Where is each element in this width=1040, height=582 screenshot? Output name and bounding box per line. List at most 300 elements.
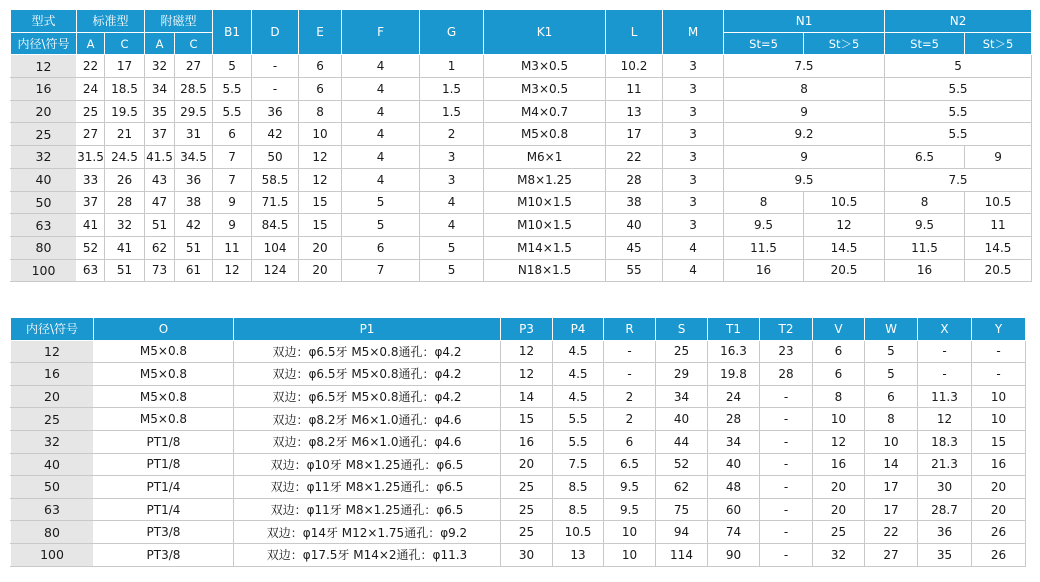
table-cell: 1	[420, 55, 484, 78]
table-cell: 12	[213, 259, 252, 282]
table-cell: 3	[663, 100, 724, 123]
table-cell: 5.5	[885, 100, 1032, 123]
table-cell: 20	[813, 498, 865, 521]
table-cell: -	[918, 363, 972, 386]
table-row	[11, 100, 1032, 123]
table-cell: 20	[813, 476, 865, 499]
table-cell: 14.5	[804, 236, 885, 259]
table-cell: 10	[972, 408, 1026, 431]
table-cell: 75	[656, 498, 708, 521]
table-cell: -	[604, 340, 656, 363]
table-cell: 10.5	[804, 191, 885, 214]
table-cell: 28	[105, 191, 145, 214]
table-cell: 28	[708, 408, 760, 431]
table-cell: 3	[420, 168, 484, 191]
table-cell: -	[760, 543, 813, 566]
table-cell: 双边：φ6.5牙 M5×0.8通孔：φ4.2	[234, 385, 501, 408]
table-cell: 12	[804, 214, 885, 237]
table-cell: 104	[252, 236, 299, 259]
bore-cell: 63	[11, 214, 77, 237]
table-cell: 8.5	[553, 498, 604, 521]
table-cell: 27	[77, 123, 105, 146]
table-cell: 38	[175, 191, 213, 214]
table-cell: -	[604, 363, 656, 386]
header-l: L	[606, 10, 663, 55]
table-cell: 28.5	[175, 78, 213, 101]
table-cell: 15	[501, 408, 553, 431]
table-row	[11, 55, 1032, 78]
table-cell: 32	[813, 543, 865, 566]
table-cell: 5	[213, 55, 252, 78]
header-bore: 内径\符号	[11, 32, 77, 55]
table-cell: 41.5	[145, 146, 175, 169]
table-cell: 12	[501, 340, 553, 363]
table-cell: 52	[77, 236, 105, 259]
bore-cell: 50	[11, 191, 77, 214]
table-cell: 25	[813, 521, 865, 544]
header-p4: P4	[553, 318, 604, 341]
table-cell: 10	[972, 385, 1026, 408]
table-cell: 7	[213, 168, 252, 191]
bore-cell: 32	[11, 430, 94, 453]
table-cell: -	[760, 430, 813, 453]
table-cell: 16	[813, 453, 865, 476]
dimension-table-2	[10, 317, 1026, 567]
table-cell: 9.5	[604, 498, 656, 521]
table-cell: 41	[105, 236, 145, 259]
table-cell: 9.5	[885, 214, 965, 237]
table-cell: -	[760, 453, 813, 476]
table-cell: 4.5	[553, 385, 604, 408]
table-cell: 16.3	[708, 340, 760, 363]
table-cell: 11.5	[724, 236, 804, 259]
table-cell: M3×0.5	[484, 55, 606, 78]
table-cell: 6	[299, 78, 342, 101]
header-d: D	[252, 10, 299, 55]
table-cell: 7.5	[553, 453, 604, 476]
header-magnetic-type: 附磁型	[145, 10, 213, 33]
table-cell: 22	[865, 521, 918, 544]
table-cell: 60	[708, 498, 760, 521]
table-cell: 10.5	[965, 191, 1032, 214]
table-cell: 8	[885, 191, 965, 214]
table-cell: 20.5	[965, 259, 1032, 282]
table-cell: 双边：φ8.2牙 M6×1.0通孔：φ4.6	[234, 430, 501, 453]
table-cell: 16	[724, 259, 804, 282]
table-cell: 16	[501, 430, 553, 453]
table-cell: 6	[813, 363, 865, 386]
table-cell: 8	[813, 385, 865, 408]
table-cell: PT1/4	[94, 476, 234, 499]
table-cell: 28	[760, 363, 813, 386]
table-cell: 42	[175, 214, 213, 237]
table-cell: 6.5	[885, 146, 965, 169]
table-cell: 73	[145, 259, 175, 282]
table-cell: 1.5	[420, 78, 484, 101]
table-cell: 124	[252, 259, 299, 282]
table-cell: 36	[918, 521, 972, 544]
table-cell: 7.5	[885, 168, 1032, 191]
table-cell: 62	[145, 236, 175, 259]
table-cell: 11	[965, 214, 1032, 237]
table-cell: 36	[175, 168, 213, 191]
table-row	[11, 453, 1026, 476]
table-cell: 4	[420, 191, 484, 214]
table-cell: 25	[501, 476, 553, 499]
table-cell: 41	[77, 214, 105, 237]
header-t1: T1	[708, 318, 760, 341]
bore-cell: 12	[11, 340, 94, 363]
table-cell: 6.5	[604, 453, 656, 476]
table-cell: 47	[145, 191, 175, 214]
table-cell: 9	[213, 191, 252, 214]
header-n1-stgt5: St＞5	[804, 32, 885, 55]
table-cell: 14	[501, 385, 553, 408]
table-cell: 3	[420, 146, 484, 169]
table-cell: 9	[213, 214, 252, 237]
table-cell: 7.5	[724, 55, 885, 78]
table-cell: 4	[342, 168, 420, 191]
table-cell: 14	[865, 453, 918, 476]
bore-cell: 20	[11, 385, 94, 408]
table-cell: -	[760, 476, 813, 499]
table-cell: 9.5	[724, 168, 885, 191]
table-cell: 18.3	[918, 430, 972, 453]
table-cell: 90	[708, 543, 760, 566]
table-row	[11, 236, 1032, 259]
table-cell: 13	[606, 100, 663, 123]
table-cell: M10×1.5	[484, 214, 606, 237]
table-cell: 74	[708, 521, 760, 544]
table-cell: 双边：φ14牙 M12×1.75通孔：φ9.2	[234, 521, 501, 544]
table-cell: 23	[760, 340, 813, 363]
table-cell: 30	[918, 476, 972, 499]
table-cell: 9	[724, 146, 885, 169]
table-cell: 12	[918, 408, 972, 431]
table-cell: M5×0.8	[94, 408, 234, 431]
table-cell: 31	[175, 123, 213, 146]
header-t2: T2	[760, 318, 813, 341]
table-cell: 12	[813, 430, 865, 453]
table-cell: 10	[865, 430, 918, 453]
table-row	[11, 543, 1026, 566]
table-cell: 40	[708, 453, 760, 476]
table-cell: 10	[813, 408, 865, 431]
table-cell: 29.5	[175, 100, 213, 123]
table-cell: 16	[972, 453, 1026, 476]
table-cell: 3	[663, 78, 724, 101]
header-n2-st5: St=5	[885, 32, 965, 55]
table-row	[11, 259, 1032, 282]
table-cell: 25	[501, 498, 553, 521]
table-cell: 31.5	[77, 146, 105, 169]
table-cell: 1.5	[420, 100, 484, 123]
table-cell: PT1/8	[94, 430, 234, 453]
table-cell: -	[760, 408, 813, 431]
table-row	[11, 123, 1032, 146]
table-cell: 32	[105, 214, 145, 237]
table-cell: -	[760, 521, 813, 544]
table-row	[11, 476, 1026, 499]
table-cell: 5	[885, 55, 1032, 78]
table-cell: -	[972, 363, 1026, 386]
table-cell: 双边：φ10牙 M8×1.25通孔：φ6.5	[234, 453, 501, 476]
bore-cell: 50	[11, 476, 94, 499]
table-cell: 2	[604, 385, 656, 408]
bore-cell: 25	[11, 408, 94, 431]
table-row	[11, 430, 1026, 453]
table-cell: 双边：φ8.2牙 M6×1.0通孔：φ4.6	[234, 408, 501, 431]
table-cell: 4	[342, 78, 420, 101]
table-cell: 双边：φ11牙 M8×1.25通孔：φ6.5	[234, 476, 501, 499]
table-cell: M5×0.8	[94, 363, 234, 386]
table-cell: 11.3	[918, 385, 972, 408]
table-cell: 15	[299, 214, 342, 237]
table-cell: 24	[708, 385, 760, 408]
table-cell: 8	[299, 100, 342, 123]
table-cell: 9	[965, 146, 1032, 169]
table-cell: 17	[865, 476, 918, 499]
table-cell: 3	[663, 55, 724, 78]
table-cell: 22	[606, 146, 663, 169]
table-cell: 5.5	[553, 430, 604, 453]
table-cell: 20.5	[804, 259, 885, 282]
table-cell: 4	[420, 214, 484, 237]
table-cell: 61	[175, 259, 213, 282]
table-cell: 58.5	[252, 168, 299, 191]
table-cell: PT3/8	[94, 543, 234, 566]
table-cell: 4	[663, 236, 724, 259]
table-cell: 19.5	[105, 100, 145, 123]
table-cell: 52	[656, 453, 708, 476]
table-cell: M5×0.8	[94, 340, 234, 363]
table-cell: 26	[972, 543, 1026, 566]
table-cell: 4	[342, 100, 420, 123]
bore-cell: 16	[11, 363, 94, 386]
table-cell: 4	[663, 259, 724, 282]
table-cell: 43	[145, 168, 175, 191]
table-cell: 26	[105, 168, 145, 191]
header-b1: B1	[213, 10, 252, 55]
table-cell: 34	[656, 385, 708, 408]
table-cell: M5×0.8	[94, 385, 234, 408]
table-cell: 25	[656, 340, 708, 363]
table-cell: 62	[656, 476, 708, 499]
bore-cell: 32	[11, 146, 77, 169]
table-cell: 5	[342, 191, 420, 214]
table-cell: 7	[342, 259, 420, 282]
table-cell: 17	[105, 55, 145, 78]
table-cell: 30	[501, 543, 553, 566]
table-cell: 51	[105, 259, 145, 282]
table-cell: 6	[865, 385, 918, 408]
table-cell: 8	[724, 78, 885, 101]
table-cell: 22	[77, 55, 105, 78]
header-p1: P1	[234, 318, 501, 341]
table-cell: 71.5	[252, 191, 299, 214]
table-cell: 24.5	[105, 146, 145, 169]
table-cell: 94	[656, 521, 708, 544]
table-cell: 5.5	[213, 100, 252, 123]
table-row	[11, 408, 1026, 431]
table-cell: 15	[972, 430, 1026, 453]
table-row	[11, 214, 1032, 237]
table-cell: 7	[213, 146, 252, 169]
table-cell: 2	[604, 408, 656, 431]
table-cell: 5.5	[213, 78, 252, 101]
table-cell: 34.5	[175, 146, 213, 169]
table-cell: 18.5	[105, 78, 145, 101]
table-cell: 9.5	[724, 214, 804, 237]
table-cell: 9.5	[604, 476, 656, 499]
table-cell: 5	[865, 363, 918, 386]
table-cell: M4×0.7	[484, 100, 606, 123]
table-row	[11, 385, 1026, 408]
header-e: E	[299, 10, 342, 55]
table-row	[11, 498, 1026, 521]
table-cell: 16	[885, 259, 965, 282]
bore-cell: 100	[11, 543, 94, 566]
table-cell: -	[972, 340, 1026, 363]
table-cell: 12	[299, 168, 342, 191]
table-cell: 5.5	[553, 408, 604, 431]
header-p3: P3	[501, 318, 553, 341]
table-cell: 10.2	[606, 55, 663, 78]
table-row	[11, 146, 1032, 169]
table-cell: 9	[724, 100, 885, 123]
table-cell: 11	[606, 78, 663, 101]
header-n1: N1	[724, 10, 885, 33]
table-cell: 3	[663, 146, 724, 169]
table-cell: 8	[865, 408, 918, 431]
table-cell: 11	[213, 236, 252, 259]
table-cell: N18×1.5	[484, 259, 606, 282]
header-f: F	[342, 10, 420, 55]
table-row	[11, 78, 1032, 101]
table-cell: 36	[252, 100, 299, 123]
table-cell: 6	[813, 340, 865, 363]
table-cell: 51	[175, 236, 213, 259]
table-cell: 12	[501, 363, 553, 386]
table-cell: 10	[604, 543, 656, 566]
header-n2-stgt5: St＞5	[965, 32, 1032, 55]
table-cell: M5×0.8	[484, 123, 606, 146]
table-cell: 4	[342, 146, 420, 169]
header-bore: 内径\符号	[11, 318, 94, 341]
table-cell: 28	[606, 168, 663, 191]
table-cell: 55	[606, 259, 663, 282]
table-cell: 2	[420, 123, 484, 146]
table-cell: 5	[420, 236, 484, 259]
table-cell: 48	[708, 476, 760, 499]
table-cell: 40	[606, 214, 663, 237]
table-cell: 5	[420, 259, 484, 282]
table-cell: 19.8	[708, 363, 760, 386]
table-cell: -	[760, 385, 813, 408]
table-cell: 10	[604, 521, 656, 544]
table-row	[11, 521, 1026, 544]
table-cell: 34	[708, 430, 760, 453]
table-cell: 20	[501, 453, 553, 476]
table-cell: PT1/4	[94, 498, 234, 521]
table-cell: -	[918, 340, 972, 363]
bore-cell: 12	[11, 55, 77, 78]
table-cell: 4.5	[553, 340, 604, 363]
bore-cell: 16	[11, 78, 77, 101]
table-cell: 45	[606, 236, 663, 259]
bore-cell: 80	[11, 236, 77, 259]
table-cell: M8×1.25	[484, 168, 606, 191]
table-cell: -	[760, 498, 813, 521]
table-cell: 3	[663, 168, 724, 191]
table-cell: PT1/8	[94, 453, 234, 476]
table-cell: 17	[865, 498, 918, 521]
bore-cell: 63	[11, 498, 94, 521]
table-row	[11, 191, 1032, 214]
table-cell: 27	[865, 543, 918, 566]
table-cell: 29	[656, 363, 708, 386]
table-row	[11, 168, 1032, 191]
table-cell: 10	[299, 123, 342, 146]
table-cell: 27	[175, 55, 213, 78]
header-standard-c: C	[105, 32, 145, 55]
table-cell: 4.5	[553, 363, 604, 386]
table-cell: 9.2	[724, 123, 885, 146]
table-cell: 35	[918, 543, 972, 566]
table-cell: 32	[145, 55, 175, 78]
header-w: W	[865, 318, 918, 341]
bore-cell: 20	[11, 100, 77, 123]
table-cell: M14×1.5	[484, 236, 606, 259]
table-cell: 24	[77, 78, 105, 101]
table-cell: 3	[663, 123, 724, 146]
table-cell: 37	[145, 123, 175, 146]
table-cell: 28.7	[918, 498, 972, 521]
table-cell: 21	[105, 123, 145, 146]
table-cell: 8	[724, 191, 804, 214]
table-cell: 21.3	[918, 453, 972, 476]
table-cell: 42	[252, 123, 299, 146]
table-cell: 5.5	[885, 78, 1032, 101]
table-cell: 50	[252, 146, 299, 169]
table-cell: 37	[77, 191, 105, 214]
table-cell: -	[252, 55, 299, 78]
table-cell: 34	[145, 78, 175, 101]
table-cell: 15	[299, 191, 342, 214]
table-cell: 20	[299, 259, 342, 282]
table-cell: 20	[972, 498, 1026, 521]
table-cell: 35	[145, 100, 175, 123]
table-cell: 12	[299, 146, 342, 169]
table-cell: 38	[606, 191, 663, 214]
table-cell: M3×0.5	[484, 78, 606, 101]
table-cell: 11.5	[885, 236, 965, 259]
header-magnetic-c: C	[175, 32, 213, 55]
header-g: G	[420, 10, 484, 55]
bore-cell: 80	[11, 521, 94, 544]
table-cell: 13	[553, 543, 604, 566]
header-x: X	[918, 318, 972, 341]
table-cell: 4	[342, 55, 420, 78]
table-cell: 25	[77, 100, 105, 123]
table-cell: 26	[972, 521, 1026, 544]
table-cell: 4	[342, 123, 420, 146]
dimension-table-1	[10, 9, 1032, 282]
table-cell: 33	[77, 168, 105, 191]
header-r: R	[604, 318, 656, 341]
header-o: O	[94, 318, 234, 341]
table-cell: 6	[299, 55, 342, 78]
